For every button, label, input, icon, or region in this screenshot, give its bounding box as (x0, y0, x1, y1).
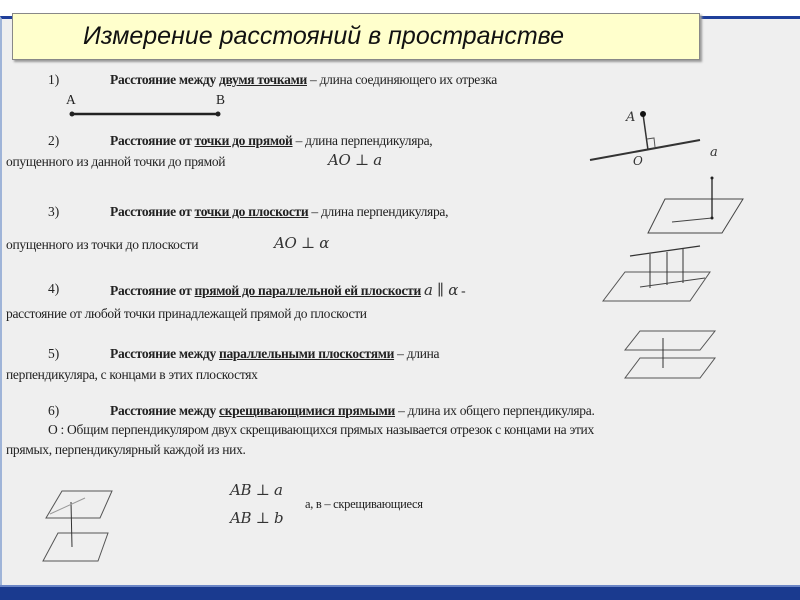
item-3-text: Расстояние от точки до плоскости – длина перпендикуляра, (110, 204, 449, 219)
point-a-label: A (66, 92, 76, 107)
title-text: Измерение расстояний в пространстве (83, 22, 565, 50)
item-3-number: 3) (48, 204, 60, 219)
item-3-line2: опущенного из точки до плоскости (6, 237, 199, 252)
item-1-number: 1) (48, 72, 60, 87)
item-6-number: 6) (48, 403, 60, 418)
item-3-formula: AO ⊥ α (274, 234, 330, 252)
item-4-text: Расстояние от прямой до параллельной ей плоскости a ∥ α - (110, 281, 466, 299)
item-6-line3: прямых, перпендикулярный каждой из них. (6, 442, 246, 457)
item-5-number: 5) (48, 346, 60, 361)
fig2-label-line: a (710, 145, 718, 160)
item-5-line2: перпендикуляра, с концами в этих плоскостях (6, 367, 258, 382)
item-6-definition: О : Общим перпендикуляром двух скрещивающихся прямых называется отрезок с концами на этих (48, 422, 594, 437)
item-6-text: Расстояние между скрещивающимися прямыми – длина их общего перпендикуляра. (110, 403, 595, 418)
item-2-formula: AO ⊥ a (328, 151, 382, 169)
point-b-label: B (216, 92, 225, 107)
item-2-line2: опущенного из данной точки до прямой (6, 154, 226, 169)
item-2-text: Расстояние от точки до прямой – длина перпендикуляра, (110, 133, 433, 148)
item-1-text: Расстояние между двумя точками – длина соединяющего их отрезка (110, 72, 497, 87)
fig2-label-o: O (633, 154, 643, 168)
fig2-label-a: A (626, 110, 636, 125)
formula-ab-perp-b: AB ⊥ b (230, 509, 284, 527)
formula-ab-perp-a: AB ⊥ a (230, 481, 283, 499)
skew-note: a, в – скрещивающиеся (305, 497, 423, 511)
item-4-number: 4) (48, 281, 60, 296)
item-5-text: Расстояние между параллельными плоскостями – длина (110, 346, 440, 361)
item-2-number: 2) (48, 133, 60, 148)
item-4-line2: расстояние от любой точки принадлежащей прямой до плоскости (6, 306, 367, 321)
